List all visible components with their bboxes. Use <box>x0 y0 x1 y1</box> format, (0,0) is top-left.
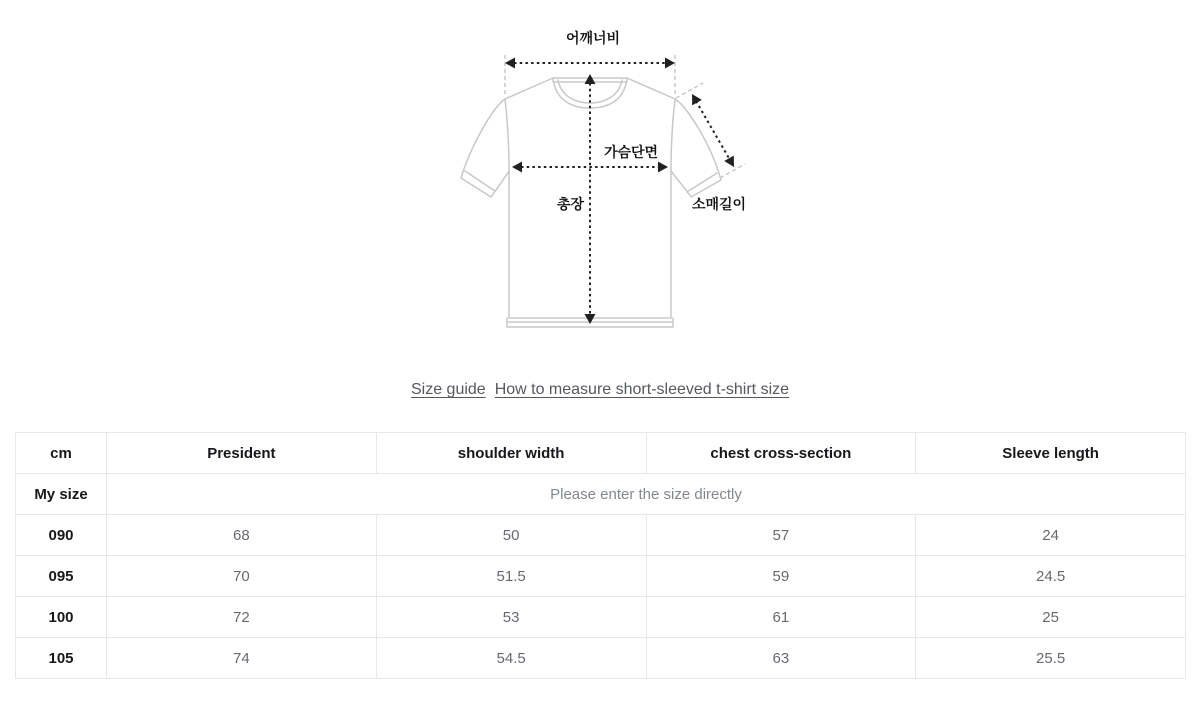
header-cm: cm <box>16 433 107 474</box>
my-size-row <box>16 474 1186 515</box>
cell-shoulder-width: 53 <box>376 597 646 638</box>
cell-chest-cross-section: 59 <box>646 556 916 597</box>
cell-sleeve-length: 24.5 <box>916 556 1186 597</box>
cell-chest-cross-section: 63 <box>646 638 916 679</box>
size-label: 105 <box>16 638 107 679</box>
size-guide-link[interactable]: Size guide <box>410 381 486 398</box>
cell-president: 68 <box>107 515 377 556</box>
sleeve-length-label: 소매길이 <box>691 196 747 212</box>
cell-chest-cross-section: 57 <box>646 515 916 556</box>
cell-sleeve-length: 24 <box>916 515 1186 556</box>
total-length-label: 총장 <box>556 196 584 212</box>
cell-shoulder-width: 51.5 <box>376 556 646 597</box>
size-table <box>15 432 1186 679</box>
arrowhead <box>505 58 515 69</box>
shoulder-width-label: 어깨너비 <box>565 30 621 46</box>
cell-president: 70 <box>107 556 377 597</box>
cell-sleeve-length: 25 <box>916 597 1186 638</box>
size-guide-links <box>0 381 1200 399</box>
header-sleeve-length: Sleeve length <box>916 433 1186 474</box>
sleeve-guide-bottom <box>720 164 745 178</box>
size-label: 090 <box>16 515 107 556</box>
cell-shoulder-width: 54.5 <box>376 638 646 679</box>
cell-president: 72 <box>107 597 377 638</box>
header-president: President <box>107 433 377 474</box>
arrowhead <box>692 94 702 105</box>
table-row <box>16 556 1186 597</box>
tshirt-diagram-svg <box>440 10 800 350</box>
table-row <box>16 638 1186 679</box>
cell-shoulder-width: 50 <box>376 515 646 556</box>
size-table-header-row <box>16 433 1186 474</box>
my-size-label: My size <box>16 474 107 515</box>
table-row <box>16 515 1186 556</box>
size-label: 095 <box>16 556 107 597</box>
cell-chest-cross-section: 61 <box>646 597 916 638</box>
arrowhead <box>724 156 734 167</box>
my-size-input-cell[interactable]: Please enter the size directly <box>107 474 1186 515</box>
sleeve-guide-top <box>676 83 703 98</box>
header-shoulder-width: shoulder width <box>376 433 646 474</box>
table-row <box>16 597 1186 638</box>
header-chest-cross-section: chest cross-section <box>646 433 916 474</box>
chest-cross-section-label: 가슴단면 <box>603 144 659 160</box>
arrowhead <box>665 58 675 69</box>
tshirt-measurement-diagram <box>440 10 800 350</box>
how-to-measure-link[interactable]: How to measure short-sleeved t-shirt size <box>494 381 790 398</box>
cell-sleeve-length: 25.5 <box>916 638 1186 679</box>
size-label: 100 <box>16 597 107 638</box>
cell-president: 74 <box>107 638 377 679</box>
